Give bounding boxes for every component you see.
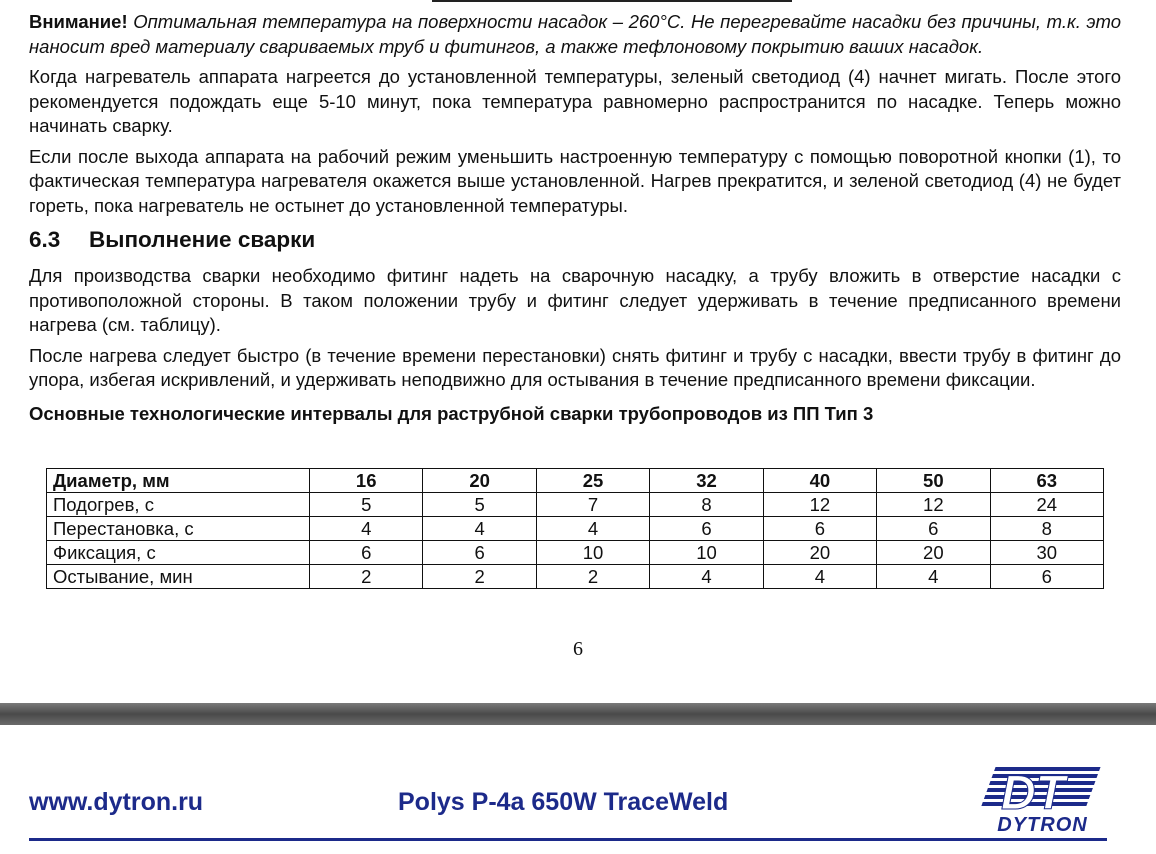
table-row: [47, 493, 1104, 517]
page-number: 6: [573, 638, 583, 660]
table-header-diameter: 16: [310, 469, 423, 493]
table-row-label: Подогрев, с: [47, 493, 310, 517]
table-cell: 6: [650, 517, 763, 541]
table-cell: 6: [763, 517, 876, 541]
table-row: [47, 517, 1104, 541]
paragraph-welding-setup: Для производства сварки необходимо фитинг надеть на сварочную насадку, а трубу вложить в отверстие насадки с противоположной стороны. В таком положении трубу и фитинг следует удерживать в течение предписанного времени нагрева (см. таблицу).: [29, 265, 1121, 335]
table-header-diameter: 25: [536, 469, 649, 493]
table-cell: 6: [310, 541, 423, 565]
table-row: [47, 541, 1104, 565]
table-cell: 2: [310, 565, 423, 589]
table-header-diameter: 32: [650, 469, 763, 493]
table-cell: 2: [423, 565, 536, 589]
table-cell: 30: [990, 541, 1103, 565]
table-cell: 2: [536, 565, 649, 589]
table-cell: 5: [310, 493, 423, 517]
welding-intervals-table: [46, 468, 1104, 589]
table-cell: 12: [763, 493, 876, 517]
table-cell: 4: [536, 517, 649, 541]
table-header-row: [47, 469, 1104, 493]
table-cell: 5: [423, 493, 536, 517]
table-row: [47, 565, 1104, 589]
footer-band: [0, 703, 1156, 725]
table-cell: 6: [423, 541, 536, 565]
table-cell: 12: [877, 493, 990, 517]
table-caption: Основные технологические интервалы для раструбной сварки трубопроводов из ПП Тип 3: [29, 402, 874, 424]
table-cell: 6: [877, 517, 990, 541]
warning-paragraph: [29, 10, 1121, 59]
logo-monogram: DT: [1001, 767, 1065, 820]
warning-label: Внимание!: [29, 11, 128, 32]
table-cell: 4: [763, 565, 876, 589]
table-cell: 7: [536, 493, 649, 517]
paragraph-heater-ready: Когда нагреватель аппарата нагреется до установленной температуры, зеленый светодиод (4) начнет мигать. После этого рекомендуется подождать еще 5-10 минут, пока температура равномерно распространится по насадке. Теперь можно начинать сварку.: [29, 66, 1121, 136]
table-header-label: Диаметр, мм: [47, 469, 310, 493]
table-cell: 8: [650, 493, 763, 517]
table-header-diameter: 63: [990, 469, 1103, 493]
table-cell: 10: [650, 541, 763, 565]
table-cell: 20: [763, 541, 876, 565]
table-header-diameter: 50: [877, 469, 990, 493]
warning-text: Оптимальная температура на поверхности насадок – 260°С. Не перегревайте насадки без причины, т.к. это наносит вред материалу свариваемых труб и фитингов, а также тефлоновому покрытию ваших насадок.: [29, 11, 1121, 57]
table-header-diameter: 40: [763, 469, 876, 493]
table-header-diameter: 20: [423, 469, 536, 493]
table-cell: 4: [423, 517, 536, 541]
footer-url-link[interactable]: www.dytron.ru: [29, 788, 204, 816]
top-rule: [432, 0, 792, 2]
paragraph-welding-join: После нагрева следует быстро (в течение времени перестановки) снять фитинг и трубу с насадки, ввести трубу в фитинг до упора, избегая искривлений, и удерживать неподвижно для остывания в течение предписанного времени фиксации.: [29, 344, 1121, 390]
table-row-label: Остывание, мин: [47, 565, 310, 589]
table-cell: 24: [990, 493, 1103, 517]
table-cell: 10: [536, 541, 649, 565]
section-number: 6.3: [29, 227, 61, 252]
footer-rule: [29, 838, 1107, 841]
footer-brand-name: DYTRON: [997, 814, 1088, 836]
table-cell: 4: [877, 565, 990, 589]
table-cell: 4: [310, 517, 423, 541]
table-cell: 6: [990, 565, 1103, 589]
table-cell: 8: [990, 517, 1103, 541]
footer-product-name: Polys P-4a 650W TraceWeld: [398, 788, 729, 816]
section-title: Выполнение сварки: [89, 227, 316, 252]
table-cell: 20: [877, 541, 990, 565]
document-body: [29, 10, 1121, 425]
section-heading: [29, 226, 1121, 254]
table-row-label: Перестановка, с: [47, 517, 310, 541]
table-row-label: Фиксация, с: [47, 541, 310, 565]
table-cell: 4: [650, 565, 763, 589]
paragraph-temperature-adjust: Если после выхода аппарата на рабочий режим уменьшить настроенную температуру с помощью поворотной кнопки (1), то фактическая температура нагревателя окажется выше установленной. Нагрев прекратится, и зеленой светодиод (4) не будет гореть, пока нагреватель не остынет до установленной температуры.: [29, 145, 1121, 216]
